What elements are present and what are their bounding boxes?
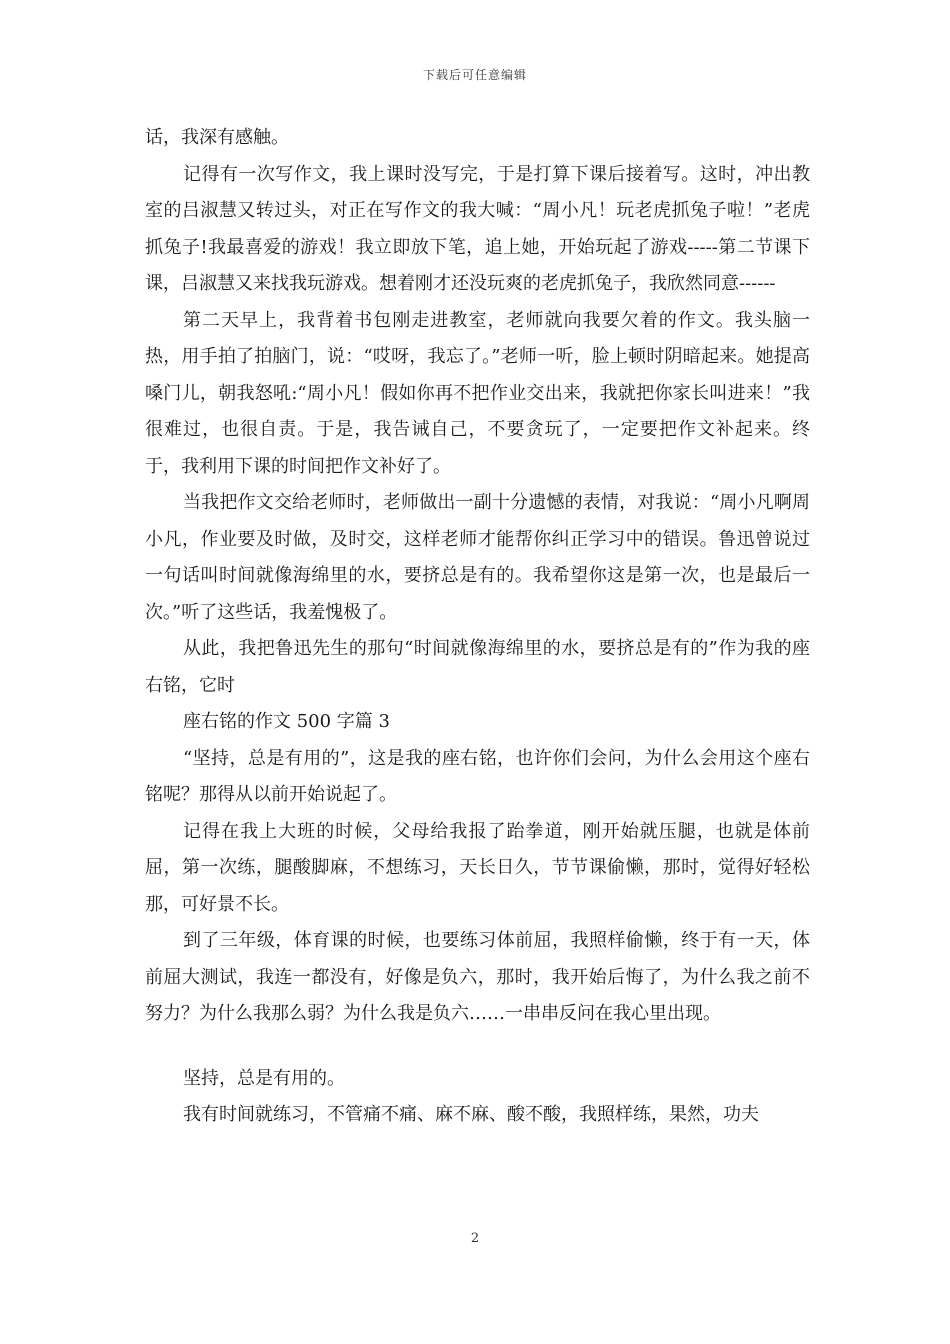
paragraph: 记得有一次写作文，我上课时没写完，于是打算下课后接着写。这时，冲出教室的吕淑慧又转过头，对正在写作文的我大喊：“周小凡！玩老虎抓兔子啦！”老虎抓兔子!我最喜爱的游戏！我立即放下笔，追上她，开始玩起了游戏-----第二节课下课，吕淑慧又来找我玩游戏。想着刚才还没玩爽的老虎抓兔子，我欣然同意------ (145, 163, 810, 294)
paragraph: 从此，我把鲁迅先生的那句“时间就像海绵里的水，要挤总是有的”作为我的座右铭，它时 (145, 638, 810, 696)
paragraph: 坚持，总是有用的。 (183, 1067, 345, 1089)
page-header: 下载后可任意编辑 (422, 68, 527, 82)
paragraph: 话，我深有感触。 (145, 127, 289, 148)
paragraph: 我有时间就练习，不管痛不痛、麻不麻、酸不酸，我照样练，果然，功夫 (183, 1104, 759, 1125)
section-heading: 座右铭的作文 500 字篇 3 (183, 711, 390, 732)
page-number: 2 (470, 1231, 480, 1246)
paragraph: 第二天早上，我背着书包刚走进教室，老师就向我要欠着的作文。我头脑一热，用手拍了拍脑门，说：“哎呀，我忘了。”老师一听，脸上顿时阴暗起来。她提高嗓门儿，朝我怒吼:“周小凡！假如你再不把作业交出来，我就把你家长叫进来！”我很难过，也很自责。于是，我告诫自己，不要贪玩了，一定要把作文补起来。终于，我利用下课的时间把作文补好了。 (145, 309, 810, 477)
paragraph: 当我把作文交给老师时，老师做出一副十分遗憾的表情，对我说：“周小凡啊周小凡，作业要及时做，及时交，这样老师才能帮你纠正学习中的错误。鲁迅曾说过一句话叫时间就像海绵里的水，要挤总是有的。我希望你这是第一次，也是最后一次。”听了这些话，我羞愧极了。 (145, 492, 810, 623)
paragraph-gap (145, 1033, 810, 1061)
paragraph: 记得在我上大班的时候，父母给我报了跆拳道，刚开始就压腿，也就是体前屈，第一次练，腿酸脚麻，不想练习，天长日久，节节课偷懒，那时，觉得好轻松那，可好景不长。 (145, 820, 810, 915)
paragraph: 到了三年级，体育课的时候，也要练习体前屈，我照样偷懒，终于有一天，体前屈大测试，我连一都没有，好像是负六，那时，我开始后悔了，为什么我之前不努力？为什么我那么弱？为什么我是负六……一串串反问在我心里出现。 (145, 930, 810, 1024)
document-body (145, 120, 810, 1134)
paragraph: “坚持，总是有用的”，这是我的座右铭，也许你们会问，为什么会用这个座右铭呢？那得从以前开始说起了。 (145, 747, 810, 805)
